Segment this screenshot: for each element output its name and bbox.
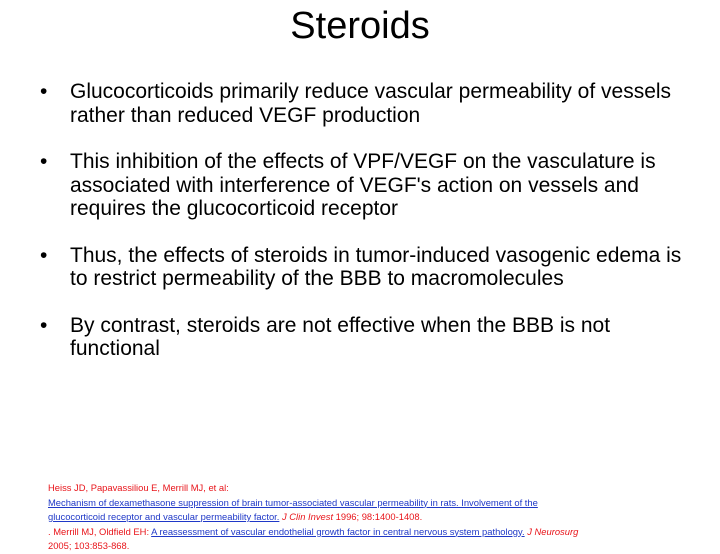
bullet-list	[36, 80, 696, 384]
reference-1-title-line2-row	[48, 510, 713, 525]
reference-2-journal: J Neurosurg	[527, 525, 579, 537]
bullet-text: This inhibition of the effects of VPF/VEGF on the vasculature is associated with interference of VEGF's action on vessels and requires the glucocorticoid receptor	[70, 150, 656, 220]
bullet-text: By contrast, steroids are not effective when the BBB is not functional	[70, 313, 611, 360]
bullet-item	[36, 314, 696, 361]
reference-2-authors: . Merrill MJ, Oldfield EH:	[48, 525, 152, 537]
slide-title: Steroids	[290, 5, 430, 47]
reference-2-title-link[interactable]: A reassessment of vascular endothelial growth factor in central nervous system pathology.	[151, 525, 525, 537]
bullet-item	[36, 80, 696, 127]
bullet-text: Glucocorticoids primarily reduce vascular permeability of vessels rather than reduced VEGF production	[70, 80, 672, 127]
bullet-marker: •	[40, 313, 48, 337]
references	[48, 481, 713, 554]
reference-2-citation: 2005; 103:853-868.	[48, 540, 130, 551]
reference-1-title-link[interactable]: Mechanism of dexamethasone suppression of brain tumor-associated vascular permeability in rats. Involvement of the	[48, 496, 538, 508]
reference-1-citation: 1996; 98:1400-1408.	[333, 511, 423, 522]
reference-1-title-link-cont[interactable]: glucocorticoid receptor and vascular permeability factor.	[48, 511, 280, 522]
bullet-marker: •	[40, 150, 48, 173]
reference-1-authors: Heiss JD, Papavassiliou E, Merrill MJ, et al:	[48, 482, 229, 493]
reference-1-journal: J Clin Invest	[281, 511, 334, 522]
bullet-text: Thus, the effects of steroids in tumor-induced vasogenic edema is to restrict permeability of the BBB to macromolecules	[70, 243, 682, 290]
reference-1-title-line1	[48, 496, 713, 511]
bullet-marker: •	[40, 243, 48, 267]
bullet-item	[36, 150, 696, 221]
bullet-item	[36, 244, 696, 291]
reference-2-row	[48, 525, 713, 540]
bullet-marker: •	[40, 80, 48, 103]
